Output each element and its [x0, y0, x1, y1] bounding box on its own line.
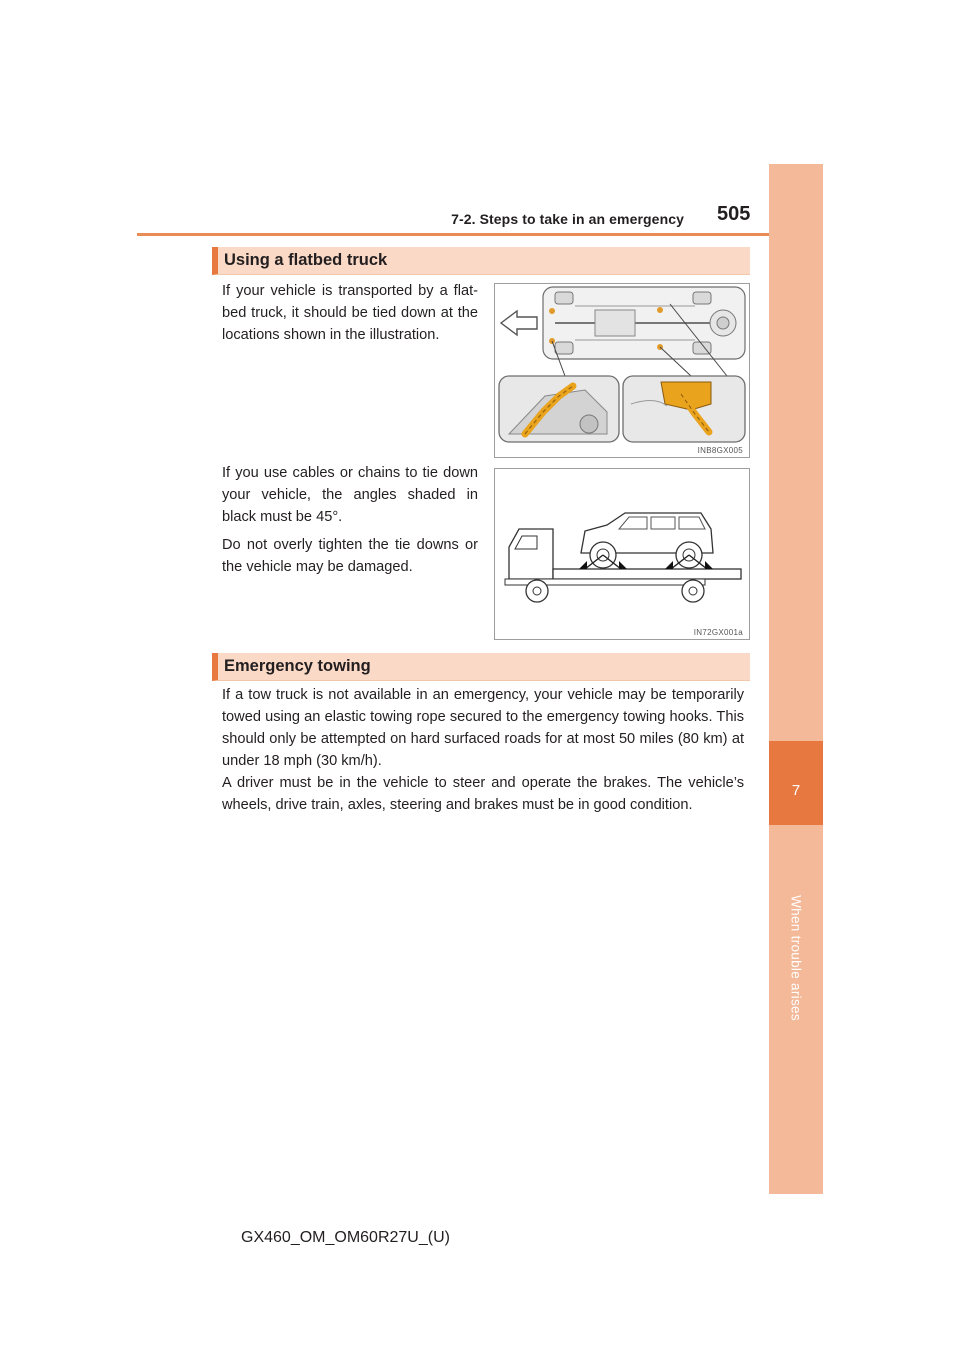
section-heading-text: Using a flatbed truck	[224, 251, 388, 269]
section-heading-flatbed	[212, 247, 750, 275]
paragraph-towing-conditions: If a tow truck is not available in an emergency, your vehicle may be temporarily towed using an elastic towing rope secured to the emergency towing hooks. This should only be attempted on hard surfaced roads for at most 50 miles (80 km) at under 18 mph (30 km/h).	[222, 687, 744, 769]
flatbed-truck-illustration	[495, 469, 749, 639]
section-heading-emergency-towing	[212, 653, 750, 681]
page-number: 505	[717, 203, 751, 225]
section-heading-text: Emergency towing	[224, 657, 371, 675]
running-header-section: 7-2. Steps to take in an emergency	[451, 211, 684, 227]
figure-tie-down-locations	[494, 283, 750, 458]
header-rule	[137, 233, 823, 236]
figure-code: INB8GX005	[697, 446, 743, 455]
figure-code: IN72GX001a	[693, 628, 743, 637]
tie-down-illustration	[495, 284, 749, 457]
chapter-side-tab	[769, 164, 823, 1194]
chapter-label: When trouble arises	[788, 895, 804, 1021]
figure-flatbed-truck	[494, 468, 750, 640]
chapter-number: 7	[791, 782, 801, 799]
paragraph-towing-driver: A driver must be in the vehicle to steer and operate the brakes. The vehicle’s wheels, drive train, axles, steering and brakes must be in good condition.	[222, 775, 744, 813]
document-code: GX460_OM_OM60R27U_(U)	[241, 1229, 450, 1246]
paragraph-tie-down-angle: If you use cables or chains to tie down your vehicle, the angles shaded in black must be 45°.	[222, 465, 478, 525]
paragraph-tie-down-caution: Do not overly tighten the tie downs or the vehicle may be damaged.	[222, 537, 478, 575]
paragraph-flatbed-intro: If your vehicle is transported by a flat-bed truck, it should be tied down at the locations shown in the illustration.	[222, 283, 478, 343]
